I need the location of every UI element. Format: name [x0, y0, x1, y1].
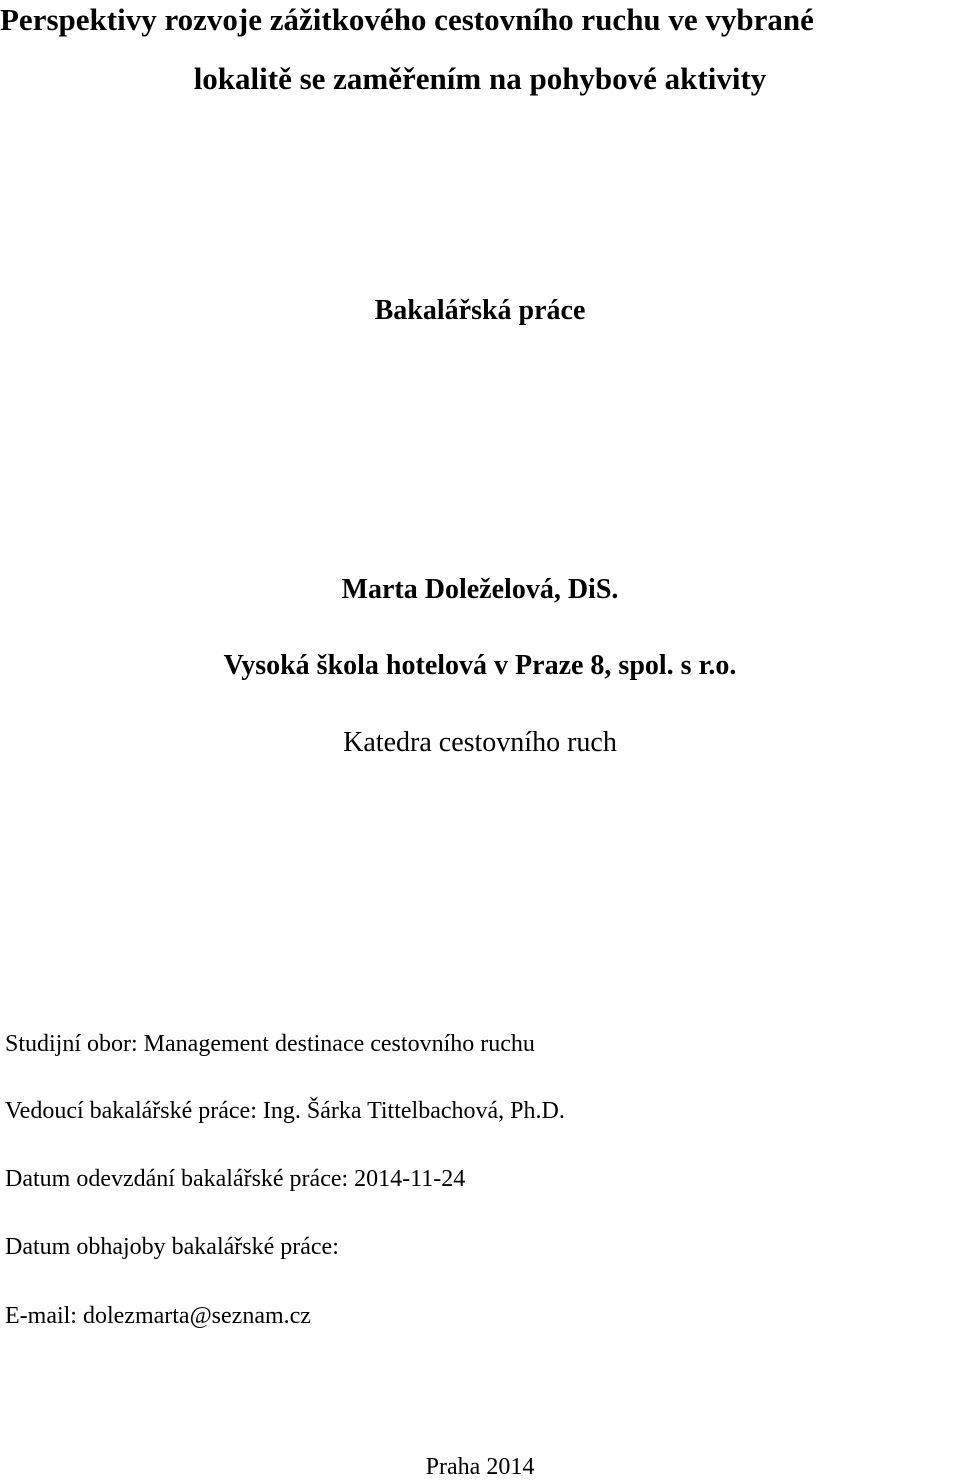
study-field: Studijní obor: Management destinace cestovního ruchu [5, 1031, 535, 1057]
department-name: Katedra cestovního ruch [343, 727, 617, 758]
author-name: Marta Doleželová, DiS. [341, 574, 619, 605]
title-line-2: lokalitě se zaměřením na pohybové aktivity [193, 61, 767, 96]
place-year: Praha 2014 [425, 1454, 535, 1480]
submission-date: Datum odevzdání bakalářské práce: 2014-11-24 [5, 1166, 466, 1192]
email: E-mail: dolezmarta@seznam.cz [5, 1303, 311, 1329]
thesis-type: Bakalářská práce [374, 295, 586, 326]
school-name: Vysoká škola hotelová v Praze 8, spol. s r.o. [223, 650, 737, 681]
supervisor: Vedoucí bakalářské práce: Ing. Šárka Tittelbachová, Ph.D. [5, 1098, 565, 1124]
defense-date: Datum obhajoby bakalářské práce: [5, 1234, 339, 1260]
title-line-1: Perspektivy rozvoje zážitkového cestovního ruchu ve vybrané [0, 2, 814, 37]
